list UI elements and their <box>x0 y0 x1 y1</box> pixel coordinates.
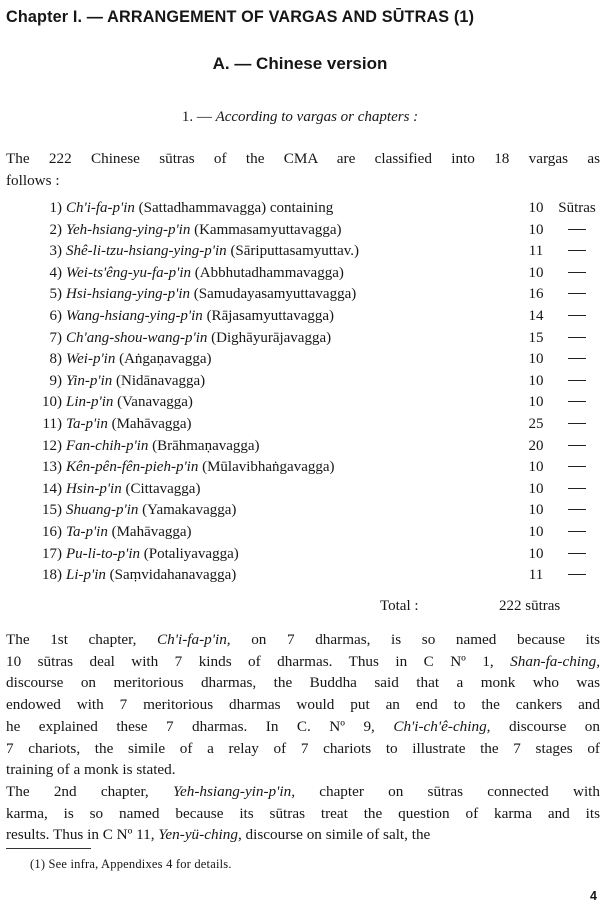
varga-pali-name: (Sattadhammavagga) containing <box>138 200 334 216</box>
line-text: on 7 dharmas, is so named because its <box>230 631 600 648</box>
subsection-text: According to vargas or chapters : <box>215 109 419 125</box>
text-line <box>6 651 600 673</box>
footnote-divider <box>6 848 91 849</box>
total-row <box>6 598 600 620</box>
varga-number: 5) <box>49 286 62 303</box>
ditto-text <box>554 308 600 325</box>
varga-pali-name: (Vanavagga) <box>117 394 193 411</box>
varga-number: 13) <box>42 459 62 476</box>
varga-number: 7) <box>49 329 62 346</box>
line-text: The 2nd chapter, <box>6 783 173 800</box>
varga-number: 16) <box>42 523 62 540</box>
varga-chinese-name: Yeh-hsiang-ying-p'in <box>66 221 191 238</box>
text-line <box>6 824 600 846</box>
varga-pali-name: (Saṃvidahanavagga) <box>109 567 237 584</box>
varga-number: 10) <box>42 394 62 411</box>
varga-sutra-count: 25 <box>528 415 544 432</box>
ditto-text <box>554 243 600 260</box>
italic-term: Yeh-hsiang-yin-p'in, <box>172 783 296 800</box>
varga-number: 15) <box>42 502 62 519</box>
varga-title <box>66 265 344 282</box>
varga-unit <box>554 330 600 347</box>
varga-chinese-name: Ta-p'in <box>66 415 108 432</box>
varga-pali-name: (Mahāvagga) <box>111 415 192 432</box>
ditto-text <box>554 502 600 519</box>
varga-row <box>6 546 600 568</box>
varga-title <box>66 222 342 239</box>
varga-unit <box>554 373 600 390</box>
varga-sutra-count: 10 <box>528 523 544 540</box>
text-line <box>6 759 600 781</box>
varga-number: 3) <box>49 243 62 260</box>
line-text: karma, is so named because its sūtras treat the question of karma and its <box>6 804 600 822</box>
varga-row <box>6 373 600 395</box>
varga-row <box>6 222 600 244</box>
varga-chinese-name: Wei-p'in <box>66 351 116 368</box>
italic-term: Ch'i-ch'ê-ching, <box>393 717 491 735</box>
varga-row <box>6 286 600 308</box>
varga-row <box>6 502 600 524</box>
varga-unit <box>554 481 600 498</box>
varga-number: 18) <box>42 567 62 584</box>
varga-title <box>66 330 331 347</box>
varga-row <box>6 308 600 330</box>
varga-row <box>6 330 600 352</box>
varga-chinese-name: Li-p'in <box>66 567 106 584</box>
total-value: 222 sūtras <box>499 598 561 614</box>
varga-unit <box>554 394 600 411</box>
varga-row <box>6 243 600 265</box>
varga-title <box>66 308 334 325</box>
varga-unit <box>554 416 600 433</box>
ditto-text <box>554 373 600 390</box>
varga-row <box>6 351 600 373</box>
line-text: 7 chariots, the simile of a relay of 7 chariots to illustrate the 7 stages of <box>6 739 600 757</box>
varga-pali-name: (Mahāvagga) <box>111 523 192 540</box>
varga-chinese-name: Shuang-p'in <box>66 502 139 519</box>
line-text: results. Thus in C Nº 11, <box>6 826 159 844</box>
varga-title <box>66 286 356 303</box>
varga-sutra-count: 10 <box>528 351 544 368</box>
line-text: discourse on meritorious dharmas, the Buddha said that a monk who was <box>6 674 600 692</box>
varga-chinese-name: Ch'i-fa-p'in <box>66 200 135 216</box>
text-line <box>6 781 600 803</box>
varga-sutra-count: 10 <box>528 459 544 476</box>
subsection-title <box>0 109 600 126</box>
varga-title <box>66 481 200 498</box>
italic-term: Shan-fa-ching, <box>510 652 600 670</box>
varga-pali-name: (Sāriputtasamyuttav.) <box>230 243 360 260</box>
varga-pali-name: (Brāhmaṇavagga) <box>152 437 260 454</box>
varga-title <box>66 459 335 476</box>
varga-number: 17) <box>42 545 62 562</box>
varga-pali-name: (Yamakavagga) <box>142 502 237 519</box>
line-text: he explained these 7 dharmas. In C. Nº 9, <box>6 717 394 735</box>
ditto-text <box>554 265 600 282</box>
ditto-text <box>554 481 600 498</box>
varga-title <box>66 394 193 411</box>
varga-unit <box>554 524 600 541</box>
varga-pali-name: (Potaliyavagga) <box>143 545 239 562</box>
text-line <box>6 738 600 760</box>
varga-chinese-name: Kên-pên-fên-pieh-p'in <box>66 459 199 476</box>
varga-chinese-name: Hsi-hsiang-ying-p'in <box>66 286 191 303</box>
varga-chinese-name: Fan-chih-p'in <box>66 437 149 454</box>
varga-number: 11) <box>42 415 62 432</box>
varga-pali-name: (Samudayasamyuttavagga) <box>193 286 357 303</box>
varga-pali-name: (Nidānavagga) <box>116 372 206 389</box>
varga-sutra-count: 10 <box>528 372 544 389</box>
varga-pali-name: (Dighāyurājavagga) <box>211 329 332 346</box>
varga-number: 12) <box>42 437 62 454</box>
varga-pali-name: (Abbhutadhammavagga) <box>194 264 344 281</box>
varga-row <box>6 524 600 546</box>
varga-row <box>6 200 600 222</box>
italic-term: Yen-yü-ching, <box>158 826 242 844</box>
varga-number: 1) <box>49 200 62 216</box>
varga-chinese-name: Shê-li-tzu-hsiang-ying-p'in <box>66 243 227 260</box>
text-line <box>6 803 600 825</box>
ditto-text <box>554 394 600 411</box>
section-label: A. — Chinese version <box>212 54 388 73</box>
varga-title <box>66 200 333 217</box>
varga-pali-name: (Mūlavibhaṅgavagga) <box>202 459 335 476</box>
varga-row <box>6 265 600 287</box>
varga-title <box>66 416 192 433</box>
varga-chinese-name: Wang-hsiang-ying-p'in <box>66 307 203 324</box>
varga-chinese-name: Hsin-p'in <box>66 480 122 497</box>
varga-sutra-count: 14 <box>528 307 544 324</box>
text-line <box>6 716 600 738</box>
intro-line: The 222 Chinese sūtras of the CMA are classified into 18 vargas as <box>6 150 600 167</box>
varga-title <box>66 438 260 455</box>
varga-number: 2) <box>49 221 62 238</box>
varga-pali-name: (Rājasamyuttavagga) <box>206 307 335 324</box>
varga-chinese-name: Lin-p'in <box>66 394 114 411</box>
varga-chinese-name: Ta-p'in <box>66 523 108 540</box>
varga-pali-name: (Kammasamyuttavagga) <box>194 221 342 238</box>
varga-pali-name: (Aṅgaṇavagga) <box>119 351 212 368</box>
varga-title <box>66 351 212 368</box>
text-line <box>6 629 600 651</box>
varga-row <box>6 394 600 416</box>
varga-list <box>6 200 600 589</box>
varga-unit <box>554 286 600 303</box>
line-text: chapter on sūtras connected with <box>295 783 600 800</box>
varga-number: 9) <box>49 372 62 389</box>
ditto-text <box>554 438 600 455</box>
varga-number: 4) <box>49 264 62 281</box>
varga-unit <box>554 351 600 368</box>
line-text: 10 sūtras deal with 7 kinds of dharmas. Thus in C Nº 1, <box>6 652 511 670</box>
varga-sutra-count: 10 <box>528 221 544 238</box>
varga-sutra-count: 10 <box>528 545 544 562</box>
varga-chinese-name: Yin-p'in <box>66 372 113 389</box>
varga-title <box>66 243 359 260</box>
ditto-text <box>554 416 600 433</box>
footnote: (1) See infra, Appendixes 4 for details. <box>30 857 232 871</box>
varga-chinese-name: Wei-ts'êng-yu-fa-p'in <box>66 264 191 281</box>
total-label: Total : <box>380 598 419 614</box>
varga-unit <box>554 265 600 282</box>
ditto-text <box>554 351 600 368</box>
ditto-text <box>554 524 600 541</box>
ditto-text <box>554 222 600 239</box>
varga-number: 6) <box>49 307 62 324</box>
line-text: discourse on <box>490 717 600 735</box>
varga-sutra-count: 10 <box>528 394 544 411</box>
paragraph-chapter-2 <box>6 781 600 846</box>
varga-unit: Sūtras <box>558 200 596 216</box>
subsection-number: 1. — <box>181 109 212 125</box>
paragraph-chapter-1 <box>6 629 600 781</box>
ditto-text <box>554 459 600 476</box>
chapter-heading: Chapter I. — ARRANGEMENT OF VARGAS AND SŪTRAS (1) <box>6 8 475 26</box>
varga-title <box>66 524 192 541</box>
varga-number: 14) <box>42 480 62 497</box>
varga-sutra-count: 20 <box>528 437 544 454</box>
varga-chinese-name: Pu-li-to-p'in <box>66 545 141 562</box>
varga-title <box>66 567 236 584</box>
page-number: 4 <box>590 889 597 903</box>
varga-unit <box>554 222 600 239</box>
ditto-text <box>554 567 600 584</box>
varga-row <box>6 481 600 503</box>
varga-sutra-count: 15 <box>528 329 544 346</box>
intro-paragraph <box>6 148 600 192</box>
varga-sutra-count: 10 <box>528 502 544 519</box>
varga-unit <box>554 459 600 476</box>
line-text: endowed with 7 meritorious dharmas would put an end to the cankers and <box>6 696 600 714</box>
varga-sutra-count: 16 <box>528 286 544 303</box>
varga-row <box>6 438 600 460</box>
varga-row <box>6 416 600 438</box>
ditto-text <box>554 330 600 347</box>
text-line <box>6 694 600 716</box>
ditto-text <box>554 546 600 563</box>
varga-sutra-count: 10 <box>528 200 544 216</box>
intro-line: follows : <box>6 172 60 189</box>
varga-unit <box>554 546 600 563</box>
line-text: discourse on simile of salt, the <box>241 826 431 844</box>
line-text: training of a monk is stated. <box>6 761 176 779</box>
varga-unit <box>554 438 600 455</box>
section-title <box>0 54 600 74</box>
italic-term: Ch'i-fa-p'in, <box>157 631 231 648</box>
varga-title <box>66 546 239 563</box>
text-line <box>6 672 600 694</box>
line-text: The 1st chapter, <box>6 631 158 648</box>
varga-chinese-name: Ch'ang-shou-wang-p'in <box>66 329 208 346</box>
varga-sutra-count: 11 <box>528 243 544 260</box>
varga-row <box>6 567 600 589</box>
varga-unit <box>554 567 600 584</box>
varga-number: 8) <box>49 351 62 368</box>
varga-title <box>66 373 205 390</box>
varga-unit <box>554 502 600 519</box>
varga-unit <box>554 243 600 260</box>
varga-pali-name: (Cittavagga) <box>125 480 201 497</box>
ditto-text <box>554 286 600 303</box>
varga-sutra-count: 10 <box>528 264 544 281</box>
varga-sutra-count: 10 <box>528 480 544 497</box>
varga-sutra-count: 11 <box>528 567 544 584</box>
varga-title <box>66 502 236 519</box>
varga-unit <box>554 308 600 325</box>
varga-row <box>6 459 600 481</box>
